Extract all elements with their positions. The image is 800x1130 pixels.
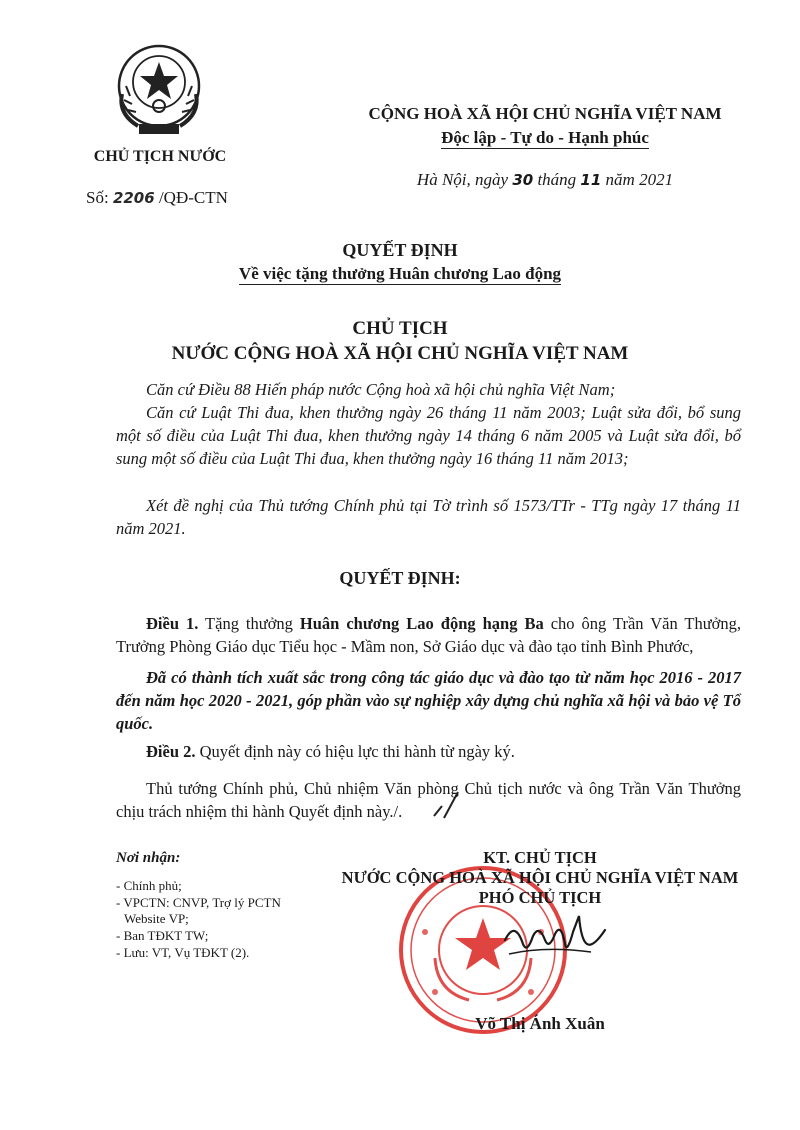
article-2 (116, 740, 741, 763)
nation-name: CỘNG HOÀ XÃ HỘI CHỦ NGHĨA VIỆT NAM (368, 104, 722, 123)
recipient-item: - Lưu: VT, Vụ TĐKT (2). (116, 945, 250, 960)
article-1-text-b: cho ông Trần Văn Thưởng, Trưởng Phòng Giáo dục Tiểu học - Mầm non, Sở Giáo dục và đào tạo tỉnh Bình Phước, (116, 614, 741, 656)
decides-heading: QUYẾT ĐỊNH: (339, 568, 461, 588)
doc-number-prefix: Số: (86, 188, 109, 207)
preamble-paragraph-3 (116, 494, 741, 540)
preamble-paragraph-2 (116, 401, 741, 470)
achievement-text: Đã có thành tích xuất sắc trong công tác giáo dục và đào tạo từ năm học 2016 - 2017 đến năm học 2020 - 2021, góp phần vào sự nghiệp xây dựng chủ nghĩa xã hội và bảo vệ Tổ quốc. (116, 668, 741, 733)
recipient-item: Website VP; (124, 911, 189, 926)
nation-motto (355, 128, 735, 148)
signature-title-2: NƯỚC CỘNG HOÀ XÃ HỘI CHỦ NGHĨA VIỆT NAM (341, 868, 739, 887)
preamble-text-3: Xét đề nghị của Thủ tướng Chính phủ tại Tờ trình số 1573/TTr - TTg ngày 17 tháng 11 năm 2021. (116, 496, 741, 538)
date-line (355, 170, 735, 190)
authority-title: CHỦ TỊCH (352, 318, 448, 339)
article-2-text: Quyết định này có hiệu lực thi hành từ ngày ký. (199, 742, 515, 761)
signature-title-1: KT. CHỦ TỊCH (483, 848, 597, 867)
preamble-paragraph-1 (116, 378, 741, 401)
recipients-title: Nơi nhận: (116, 850, 181, 866)
document-number (86, 188, 228, 208)
responsibility-text: Thủ tướng Chính phủ, Chủ nhiệm Văn phòng Chủ tịch nước và ông Trần Văn Thưởng chịu trách nhiệm thi hành Quyết định này./. (116, 779, 741, 821)
issuing-agency: CHỦ TỊCH NƯỚC (93, 148, 227, 165)
document-title: QUYẾT ĐỊNH (342, 240, 458, 260)
recipient-item: - VPCTN: CNVP, Trợ lý PCTN (116, 895, 281, 910)
recipient-item: - Chính phủ; (116, 878, 182, 893)
date-day: 30 (512, 171, 534, 189)
article-2-label: Điều 2. (146, 742, 196, 761)
date-month-label: tháng (537, 170, 577, 189)
achievement-paragraph (116, 666, 741, 735)
doc-number-suffix: /QĐ-CTN (158, 188, 228, 207)
doc-number-handwritten: 2206 (112, 189, 155, 207)
preamble-text-2: Căn cứ Luật Thi đua, khen thưởng ngày 26 tháng 11 năm 2003; Luật sửa đổi, bổ sung một số điều của Luật Thi đua, khen thưởng ngày 14 tháng 6 năm 2005 và Luật sửa đổi, bổ sung một số điều của Luật Thi đua, khen thưởng ngày 16 tháng 11 năm 2013; (116, 403, 741, 468)
date-year: năm 2021 (605, 170, 674, 189)
article-1-label: Điều 1. (146, 614, 199, 633)
national-emblem-icon (104, 34, 214, 144)
document-subject-text: Về việc tặng thưởng Huân chương Lao động (238, 264, 562, 283)
signature-title-3: PHÓ CHỦ TỊCH (478, 888, 602, 907)
authority-country: NƯỚC CỘNG HOÀ XÃ HỘI CHỦ NGHĨA VIỆT NAM (171, 343, 629, 364)
article-1-text-a: Tặng thưởng (205, 614, 293, 633)
signer-name: Võ Thị Ánh Xuân (475, 1014, 605, 1033)
article-1 (116, 612, 741, 658)
preamble-text-1: Căn cứ Điều 88 Hiến pháp nước Cộng hoà xã hội chủ nghĩa Việt Nam; (146, 380, 616, 399)
date-month: 11 (580, 171, 602, 189)
date-prefix: Hà Nội, ngày (416, 170, 509, 189)
award-name: Huân chương Lao động hạng Ba (299, 614, 544, 633)
document-subject (100, 264, 700, 284)
recipient-item: - Ban TĐKT TW; (116, 928, 209, 943)
handwritten-tick-icon (428, 788, 468, 828)
handwritten-signature-icon (495, 910, 615, 970)
nation-motto-text: Độc lập - Tự do - Hạnh phúc (441, 128, 649, 147)
